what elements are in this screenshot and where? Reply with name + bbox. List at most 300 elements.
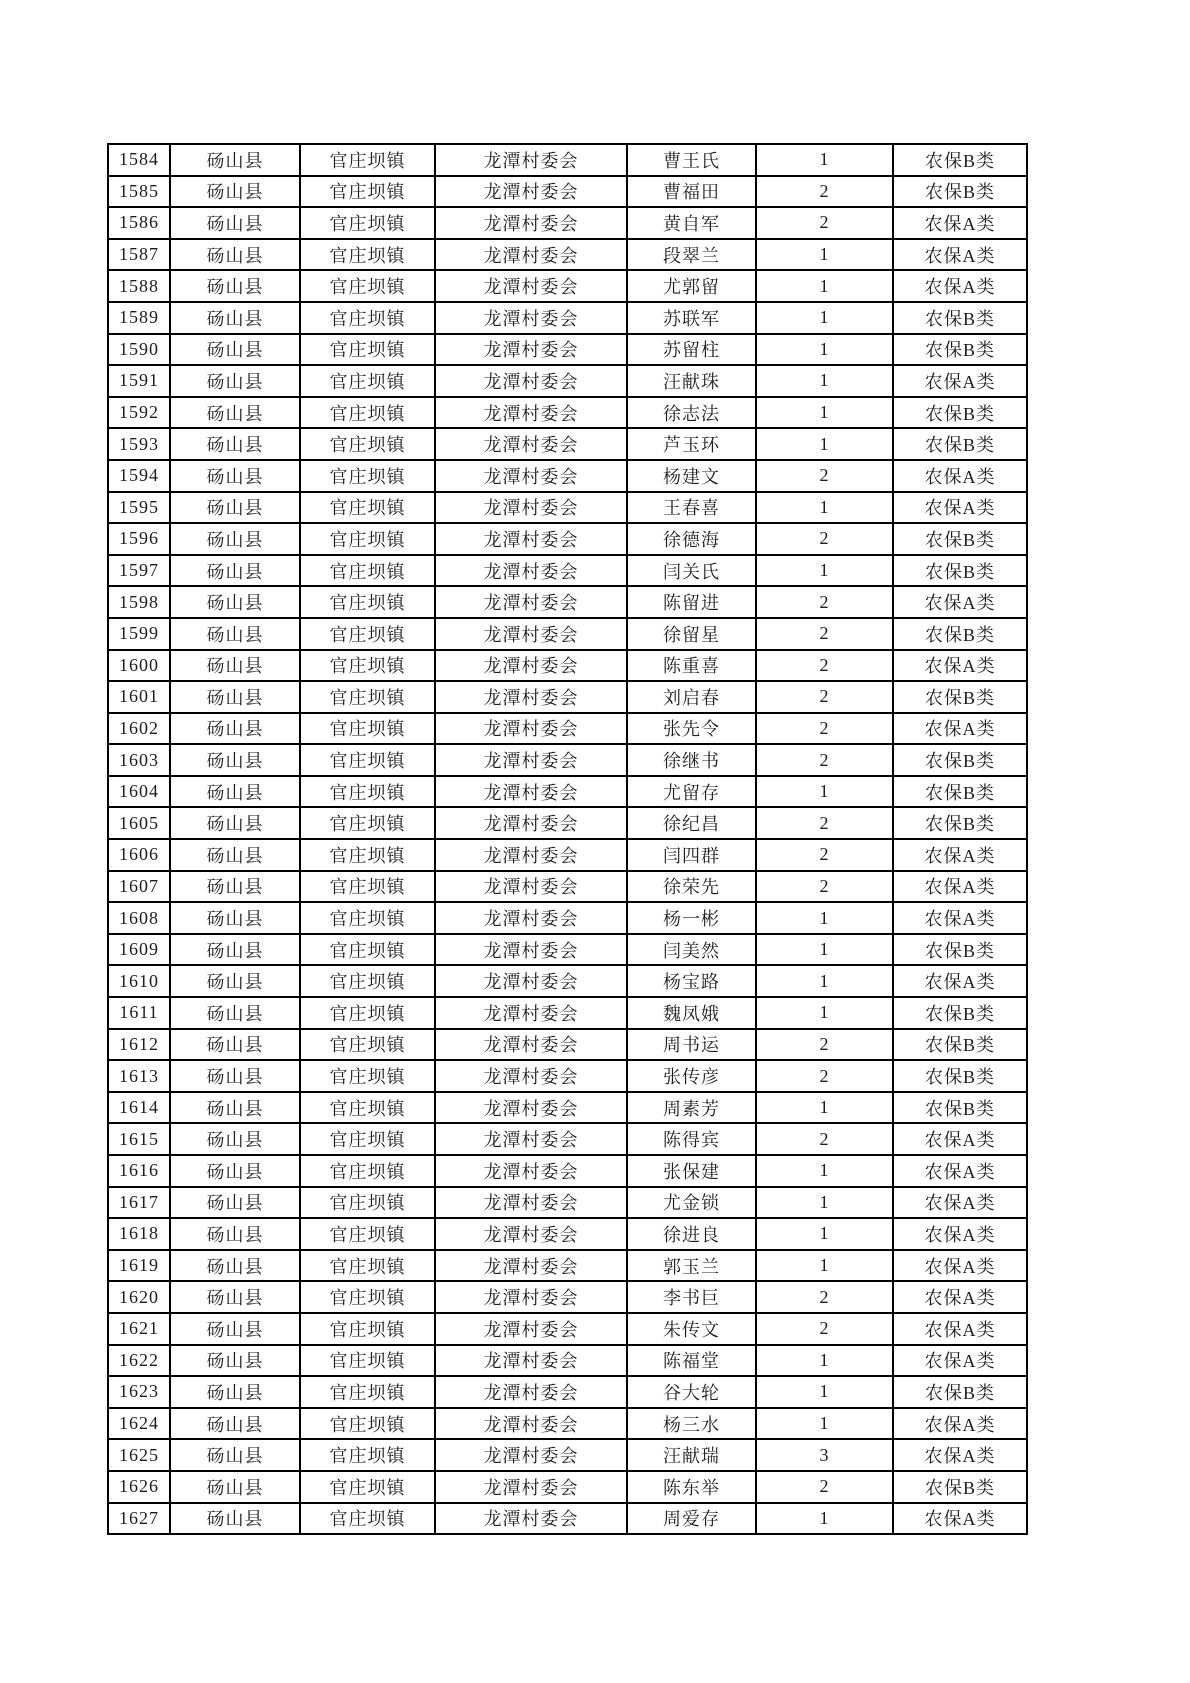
cell-member-count: 1 <box>756 1250 893 1282</box>
cell-town: 官庄坝镇 <box>300 239 435 271</box>
cell-village-committee: 龙潭村委会 <box>435 1503 627 1535</box>
cell-town: 官庄坝镇 <box>300 586 435 618</box>
cell-insurance-type: 农保B类 <box>893 744 1027 776</box>
cell-serial-number: 1604 <box>108 776 170 808</box>
table-row <box>108 460 1027 492</box>
cell-county: 砀山县 <box>170 397 300 429</box>
cell-county: 砀山县 <box>170 807 300 839</box>
cell-person-name: 汪献瑞 <box>627 1439 756 1471</box>
cell-village-committee: 龙潭村委会 <box>435 1345 627 1377</box>
cell-serial-number: 1594 <box>108 460 170 492</box>
cell-insurance-type: 农保B类 <box>893 523 1027 555</box>
cell-member-count: 1 <box>756 1155 893 1187</box>
cell-person-name: 徐继书 <box>627 744 756 776</box>
cell-member-count: 2 <box>756 523 893 555</box>
cell-county: 砀山县 <box>170 1503 300 1535</box>
table-row <box>108 1123 1027 1155</box>
table-row <box>108 207 1027 239</box>
cell-village-committee: 龙潭村委会 <box>435 1155 627 1187</box>
cell-serial-number: 1588 <box>108 270 170 302</box>
cell-county: 砀山县 <box>170 1250 300 1282</box>
cell-insurance-type: 农保B类 <box>893 428 1027 460</box>
cell-member-count: 1 <box>756 776 893 808</box>
cell-member-count: 1 <box>756 239 893 271</box>
cell-town: 官庄坝镇 <box>300 365 435 397</box>
cell-person-name: 闫四群 <box>627 839 756 871</box>
cell-serial-number: 1612 <box>108 1029 170 1061</box>
cell-county: 砀山县 <box>170 1439 300 1471</box>
cell-person-name: 徐留星 <box>627 618 756 650</box>
cell-person-name: 杨建文 <box>627 460 756 492</box>
cell-town: 官庄坝镇 <box>300 1503 435 1535</box>
table-row <box>108 1187 1027 1219</box>
cell-insurance-type: 农保B类 <box>893 1471 1027 1503</box>
table-row <box>108 934 1027 966</box>
cell-person-name: 杨三水 <box>627 1408 756 1440</box>
cell-serial-number: 1620 <box>108 1281 170 1313</box>
cell-county: 砀山县 <box>170 555 300 587</box>
cell-village-committee: 龙潭村委会 <box>435 1218 627 1250</box>
cell-county: 砀山县 <box>170 871 300 903</box>
cell-person-name: 朱传文 <box>627 1313 756 1345</box>
cell-member-count: 2 <box>756 744 893 776</box>
cell-serial-number: 1608 <box>108 902 170 934</box>
cell-village-committee: 龙潭村委会 <box>435 207 627 239</box>
cell-insurance-type: 农保A类 <box>893 650 1027 682</box>
cell-member-count: 2 <box>756 650 893 682</box>
table-row <box>108 302 1027 334</box>
cell-person-name: 陈得宾 <box>627 1123 756 1155</box>
table-row <box>108 1029 1027 1061</box>
cell-insurance-type: 农保A类 <box>893 1187 1027 1219</box>
cell-town: 官庄坝镇 <box>300 1250 435 1282</box>
cell-town: 官庄坝镇 <box>300 492 435 524</box>
cell-county: 砀山县 <box>170 1376 300 1408</box>
cell-insurance-type: 农保B类 <box>893 1029 1027 1061</box>
cell-county: 砀山县 <box>170 713 300 745</box>
cell-village-committee: 龙潭村委会 <box>435 1471 627 1503</box>
cell-insurance-type: 农保A类 <box>893 1218 1027 1250</box>
cell-village-committee: 龙潭村委会 <box>435 1092 627 1124</box>
cell-member-count: 1 <box>756 302 893 334</box>
cell-town: 官庄坝镇 <box>300 934 435 966</box>
cell-county: 砀山县 <box>170 997 300 1029</box>
cell-serial-number: 1609 <box>108 934 170 966</box>
cell-village-committee: 龙潭村委会 <box>435 744 627 776</box>
cell-village-committee: 龙潭村委会 <box>435 334 627 366</box>
cell-person-name: 尤郭留 <box>627 270 756 302</box>
cell-county: 砀山县 <box>170 776 300 808</box>
cell-person-name: 陈福堂 <box>627 1345 756 1377</box>
cell-town: 官庄坝镇 <box>300 965 435 997</box>
cell-town: 官庄坝镇 <box>300 1155 435 1187</box>
cell-town: 官庄坝镇 <box>300 302 435 334</box>
cell-person-name: 刘启春 <box>627 681 756 713</box>
cell-member-count: 1 <box>756 1376 893 1408</box>
cell-town: 官庄坝镇 <box>300 1408 435 1440</box>
cell-serial-number: 1626 <box>108 1471 170 1503</box>
cell-member-count: 1 <box>756 334 893 366</box>
table-row <box>108 1155 1027 1187</box>
cell-insurance-type: 农保B类 <box>893 176 1027 208</box>
cell-insurance-type: 农保A类 <box>893 239 1027 271</box>
cell-person-name: 陈重喜 <box>627 650 756 682</box>
cell-town: 官庄坝镇 <box>300 270 435 302</box>
cell-county: 砀山县 <box>170 744 300 776</box>
cell-member-count: 2 <box>756 1029 893 1061</box>
cell-village-committee: 龙潭村委会 <box>435 902 627 934</box>
cell-county: 砀山县 <box>170 1471 300 1503</box>
cell-serial-number: 1615 <box>108 1123 170 1155</box>
cell-person-name: 郭玉兰 <box>627 1250 756 1282</box>
cell-county: 砀山县 <box>170 681 300 713</box>
cell-village-committee: 龙潭村委会 <box>435 555 627 587</box>
cell-village-committee: 龙潭村委会 <box>435 397 627 429</box>
cell-insurance-type: 农保A类 <box>893 1281 1027 1313</box>
cell-member-count: 1 <box>756 934 893 966</box>
cell-county: 砀山县 <box>170 650 300 682</box>
cell-serial-number: 1613 <box>108 1060 170 1092</box>
cell-member-count: 1 <box>756 144 893 176</box>
cell-insurance-type: 农保A类 <box>893 270 1027 302</box>
cell-insurance-type: 农保B类 <box>893 681 1027 713</box>
cell-person-name: 闫美然 <box>627 934 756 966</box>
cell-member-count: 2 <box>756 1471 893 1503</box>
cell-town: 官庄坝镇 <box>300 618 435 650</box>
cell-member-count: 1 <box>756 270 893 302</box>
table-row <box>108 239 1027 271</box>
cell-town: 官庄坝镇 <box>300 428 435 460</box>
cell-member-count: 2 <box>756 586 893 618</box>
cell-town: 官庄坝镇 <box>300 744 435 776</box>
table-row <box>108 1250 1027 1282</box>
cell-person-name: 杨一彬 <box>627 902 756 934</box>
cell-serial-number: 1587 <box>108 239 170 271</box>
cell-person-name: 徐进良 <box>627 1218 756 1250</box>
cell-county: 砀山县 <box>170 618 300 650</box>
cell-person-name: 王春喜 <box>627 492 756 524</box>
cell-insurance-type: 农保A类 <box>893 586 1027 618</box>
cell-insurance-type: 农保A类 <box>893 902 1027 934</box>
cell-town: 官庄坝镇 <box>300 1218 435 1250</box>
cell-insurance-type: 农保A类 <box>893 871 1027 903</box>
cell-insurance-type: 农保A类 <box>893 365 1027 397</box>
cell-village-committee: 龙潭村委会 <box>435 650 627 682</box>
cell-serial-number: 1627 <box>108 1503 170 1535</box>
cell-village-committee: 龙潭村委会 <box>435 1060 627 1092</box>
cell-county: 砀山县 <box>170 365 300 397</box>
cell-person-name: 段翠兰 <box>627 239 756 271</box>
cell-town: 官庄坝镇 <box>300 1092 435 1124</box>
cell-person-name: 徐纪昌 <box>627 807 756 839</box>
cell-member-count: 1 <box>756 997 893 1029</box>
cell-town: 官庄坝镇 <box>300 523 435 555</box>
table-row <box>108 1281 1027 1313</box>
cell-member-count: 2 <box>756 460 893 492</box>
table-row <box>108 1408 1027 1440</box>
cell-county: 砀山县 <box>170 270 300 302</box>
cell-member-count: 2 <box>756 713 893 745</box>
cell-village-committee: 龙潭村委会 <box>435 807 627 839</box>
cell-member-count: 2 <box>756 1060 893 1092</box>
table-row <box>108 492 1027 524</box>
cell-county: 砀山县 <box>170 176 300 208</box>
cell-insurance-type: 农保A类 <box>893 1345 1027 1377</box>
table-row <box>108 650 1027 682</box>
table-row <box>108 144 1027 176</box>
cell-person-name: 徐荣先 <box>627 871 756 903</box>
cell-member-count: 2 <box>756 871 893 903</box>
cell-serial-number: 1602 <box>108 713 170 745</box>
cell-person-name: 汪献珠 <box>627 365 756 397</box>
cell-town: 官庄坝镇 <box>300 207 435 239</box>
table-body <box>108 144 1027 1534</box>
cell-county: 砀山县 <box>170 934 300 966</box>
table-row <box>108 1313 1027 1345</box>
cell-serial-number: 1616 <box>108 1155 170 1187</box>
cell-town: 官庄坝镇 <box>300 997 435 1029</box>
cell-town: 官庄坝镇 <box>300 1313 435 1345</box>
cell-serial-number: 1606 <box>108 839 170 871</box>
cell-insurance-type: 农保B类 <box>893 807 1027 839</box>
cell-member-count: 2 <box>756 1313 893 1345</box>
cell-town: 官庄坝镇 <box>300 144 435 176</box>
table-row <box>108 555 1027 587</box>
cell-village-committee: 龙潭村委会 <box>435 934 627 966</box>
cell-village-committee: 龙潭村委会 <box>435 523 627 555</box>
cell-town: 官庄坝镇 <box>300 555 435 587</box>
cell-village-committee: 龙潭村委会 <box>435 492 627 524</box>
cell-member-count: 1 <box>756 492 893 524</box>
cell-member-count: 1 <box>756 902 893 934</box>
cell-serial-number: 1584 <box>108 144 170 176</box>
cell-village-committee: 龙潭村委会 <box>435 871 627 903</box>
cell-member-count: 2 <box>756 207 893 239</box>
cell-member-count: 1 <box>756 965 893 997</box>
cell-member-count: 2 <box>756 618 893 650</box>
table-row <box>108 997 1027 1029</box>
cell-serial-number: 1618 <box>108 1218 170 1250</box>
cell-serial-number: 1595 <box>108 492 170 524</box>
cell-serial-number: 1623 <box>108 1376 170 1408</box>
cell-serial-number: 1617 <box>108 1187 170 1219</box>
cell-serial-number: 1586 <box>108 207 170 239</box>
cell-county: 砀山县 <box>170 1092 300 1124</box>
cell-member-count: 1 <box>756 428 893 460</box>
cell-insurance-type: 农保A类 <box>893 1123 1027 1155</box>
cell-town: 官庄坝镇 <box>300 1029 435 1061</box>
cell-serial-number: 1597 <box>108 555 170 587</box>
cell-village-committee: 龙潭村委会 <box>435 1029 627 1061</box>
table-row <box>108 1218 1027 1250</box>
cell-serial-number: 1589 <box>108 302 170 334</box>
cell-serial-number: 1603 <box>108 744 170 776</box>
cell-person-name: 芦玉环 <box>627 428 756 460</box>
cell-member-count: 1 <box>756 1408 893 1440</box>
cell-person-name: 魏凤娥 <box>627 997 756 1029</box>
table-row <box>108 1503 1027 1535</box>
cell-village-committee: 龙潭村委会 <box>435 776 627 808</box>
cell-village-committee: 龙潭村委会 <box>435 460 627 492</box>
cell-member-count: 1 <box>756 365 893 397</box>
cell-county: 砀山县 <box>170 1123 300 1155</box>
cell-county: 砀山县 <box>170 239 300 271</box>
cell-insurance-type: 农保B类 <box>893 555 1027 587</box>
cell-insurance-type: 农保B类 <box>893 334 1027 366</box>
cell-serial-number: 1601 <box>108 681 170 713</box>
cell-county: 砀山县 <box>170 1060 300 1092</box>
cell-person-name: 谷大轮 <box>627 1376 756 1408</box>
cell-serial-number: 1621 <box>108 1313 170 1345</box>
cell-serial-number: 1605 <box>108 807 170 839</box>
cell-village-committee: 龙潭村委会 <box>435 270 627 302</box>
cell-insurance-type: 农保B类 <box>893 776 1027 808</box>
cell-village-committee: 龙潭村委会 <box>435 839 627 871</box>
cell-county: 砀山县 <box>170 144 300 176</box>
cell-county: 砀山县 <box>170 902 300 934</box>
cell-town: 官庄坝镇 <box>300 176 435 208</box>
cell-serial-number: 1619 <box>108 1250 170 1282</box>
cell-county: 砀山县 <box>170 207 300 239</box>
cell-person-name: 黄自军 <box>627 207 756 239</box>
cell-town: 官庄坝镇 <box>300 776 435 808</box>
cell-insurance-type: 农保B类 <box>893 144 1027 176</box>
cell-member-count: 1 <box>756 1345 893 1377</box>
cell-village-committee: 龙潭村委会 <box>435 1376 627 1408</box>
cell-insurance-type: 农保B类 <box>893 1060 1027 1092</box>
cell-county: 砀山县 <box>170 492 300 524</box>
cell-town: 官庄坝镇 <box>300 807 435 839</box>
table-row <box>108 839 1027 871</box>
cell-village-committee: 龙潭村委会 <box>435 1250 627 1282</box>
cell-village-committee: 龙潭村委会 <box>435 365 627 397</box>
cell-village-committee: 龙潭村委会 <box>435 428 627 460</box>
cell-member-count: 3 <box>756 1439 893 1471</box>
cell-insurance-type: 农保B类 <box>893 397 1027 429</box>
cell-village-committee: 龙潭村委会 <box>435 586 627 618</box>
cell-person-name: 尤金锁 <box>627 1187 756 1219</box>
cell-person-name: 闫关氏 <box>627 555 756 587</box>
table-row <box>108 1060 1027 1092</box>
cell-insurance-type: 农保A类 <box>893 965 1027 997</box>
table-row <box>108 1345 1027 1377</box>
cell-insurance-type: 农保A类 <box>893 1503 1027 1535</box>
cell-county: 砀山县 <box>170 1313 300 1345</box>
cell-serial-number: 1625 <box>108 1439 170 1471</box>
cell-town: 官庄坝镇 <box>300 397 435 429</box>
table-row <box>108 586 1027 618</box>
cell-village-committee: 龙潭村委会 <box>435 618 627 650</box>
cell-town: 官庄坝镇 <box>300 713 435 745</box>
cell-insurance-type: 农保A类 <box>893 492 1027 524</box>
cell-serial-number: 1591 <box>108 365 170 397</box>
cell-village-committee: 龙潭村委会 <box>435 1408 627 1440</box>
cell-county: 砀山县 <box>170 1345 300 1377</box>
table-row <box>108 618 1027 650</box>
cell-county: 砀山县 <box>170 302 300 334</box>
cell-person-name: 张先令 <box>627 713 756 745</box>
cell-village-committee: 龙潭村委会 <box>435 1313 627 1345</box>
cell-member-count: 2 <box>756 1281 893 1313</box>
cell-village-committee: 龙潭村委会 <box>435 1281 627 1313</box>
cell-serial-number: 1614 <box>108 1092 170 1124</box>
table-row <box>108 902 1027 934</box>
cell-town: 官庄坝镇 <box>300 681 435 713</box>
table-row <box>108 713 1027 745</box>
cell-county: 砀山县 <box>170 1408 300 1440</box>
cell-village-committee: 龙潭村委会 <box>435 965 627 997</box>
cell-county: 砀山县 <box>170 586 300 618</box>
cell-person-name: 陈东举 <box>627 1471 756 1503</box>
cell-serial-number: 1593 <box>108 428 170 460</box>
table-row <box>108 1092 1027 1124</box>
cell-insurance-type: 农保B类 <box>893 1376 1027 1408</box>
cell-serial-number: 1585 <box>108 176 170 208</box>
cell-member-count: 1 <box>756 1503 893 1535</box>
cell-serial-number: 1590 <box>108 334 170 366</box>
cell-member-count: 2 <box>756 681 893 713</box>
cell-serial-number: 1600 <box>108 650 170 682</box>
cell-serial-number: 1622 <box>108 1345 170 1377</box>
cell-town: 官庄坝镇 <box>300 871 435 903</box>
cell-village-committee: 龙潭村委会 <box>435 302 627 334</box>
cell-person-name: 尤留存 <box>627 776 756 808</box>
cell-member-count: 2 <box>756 839 893 871</box>
cell-member-count: 2 <box>756 1123 893 1155</box>
cell-town: 官庄坝镇 <box>300 839 435 871</box>
cell-person-name: 曹王氏 <box>627 144 756 176</box>
cell-insurance-type: 农保A类 <box>893 1155 1027 1187</box>
cell-serial-number: 1596 <box>108 523 170 555</box>
cell-town: 官庄坝镇 <box>300 460 435 492</box>
cell-person-name: 李书巨 <box>627 1281 756 1313</box>
cell-county: 砀山县 <box>170 428 300 460</box>
cell-insurance-type: 农保B类 <box>893 618 1027 650</box>
cell-insurance-type: 农保A类 <box>893 1408 1027 1440</box>
cell-insurance-type: 农保A类 <box>893 1313 1027 1345</box>
cell-member-count: 1 <box>756 555 893 587</box>
table-row <box>108 428 1027 460</box>
insurance-roster-table <box>107 143 1028 1535</box>
cell-person-name: 杨宝路 <box>627 965 756 997</box>
table-row <box>108 334 1027 366</box>
cell-town: 官庄坝镇 <box>300 1123 435 1155</box>
cell-village-committee: 龙潭村委会 <box>435 1123 627 1155</box>
cell-insurance-type: 农保A类 <box>893 713 1027 745</box>
cell-town: 官庄坝镇 <box>300 1060 435 1092</box>
cell-town: 官庄坝镇 <box>300 1281 435 1313</box>
table-row <box>108 807 1027 839</box>
cell-county: 砀山县 <box>170 523 300 555</box>
cell-village-committee: 龙潭村委会 <box>435 1439 627 1471</box>
cell-member-count: 1 <box>756 1092 893 1124</box>
cell-person-name: 张保建 <box>627 1155 756 1187</box>
table-row <box>108 871 1027 903</box>
table-row <box>108 776 1027 808</box>
cell-town: 官庄坝镇 <box>300 1471 435 1503</box>
table-row <box>108 176 1027 208</box>
table-row <box>108 397 1027 429</box>
cell-county: 砀山县 <box>170 334 300 366</box>
cell-person-name: 徐德海 <box>627 523 756 555</box>
cell-insurance-type: 农保A类 <box>893 839 1027 871</box>
cell-insurance-type: 农保A类 <box>893 1439 1027 1471</box>
cell-village-committee: 龙潭村委会 <box>435 239 627 271</box>
table-row <box>108 523 1027 555</box>
cell-member-count: 2 <box>756 807 893 839</box>
cell-person-name: 周素芳 <box>627 1092 756 1124</box>
table-row <box>108 744 1027 776</box>
